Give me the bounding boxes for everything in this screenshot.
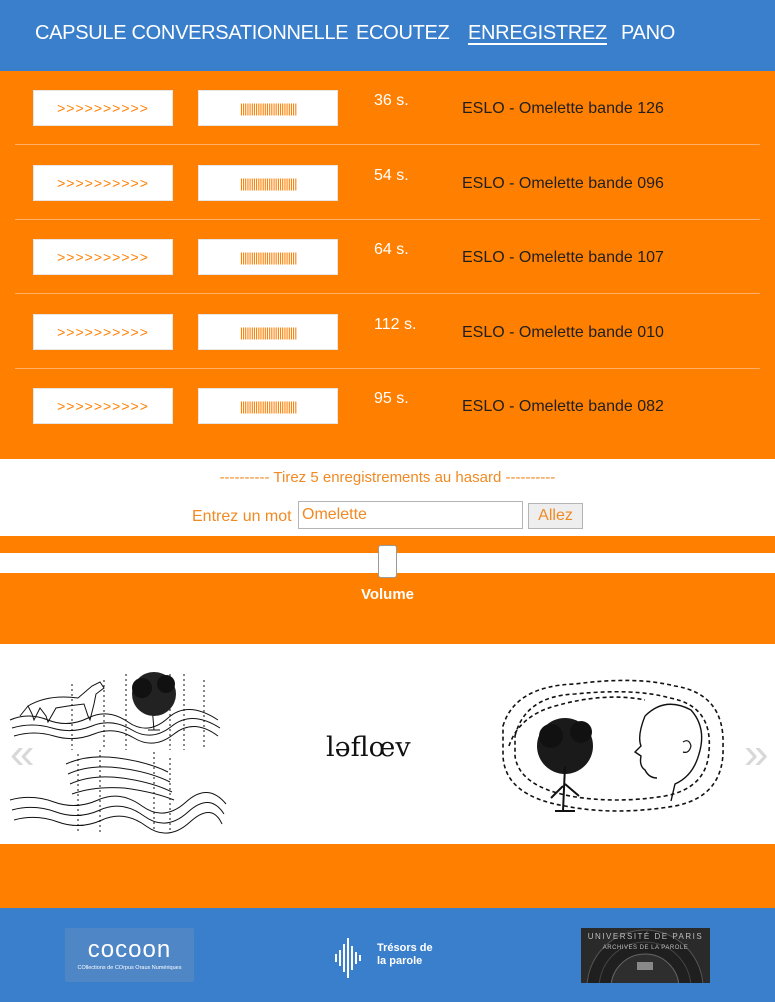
tresors-logo[interactable] (327, 930, 453, 985)
recording-duration: 95 s. (374, 390, 409, 407)
play-button[interactable]: >>>>>>>>>> (33, 239, 173, 275)
footer (0, 908, 775, 1002)
play-button[interactable]: >>>>>>>>>> (33, 388, 173, 424)
orange-spacer (0, 844, 775, 908)
image-carousel (0, 644, 775, 844)
nav-item-capsule[interactable]: CAPSULE CONVERSATIONNELLE (35, 22, 349, 44)
phonetic-transcription: ləflœv (326, 732, 411, 763)
nav-item-ecoutez[interactable]: ECOUTEZ (356, 22, 450, 44)
play-button[interactable]: >>>>>>>>>> (33, 90, 173, 126)
recording-title[interactable]: ESLO - Omelette bande 107 (462, 249, 664, 266)
recording-duration: 54 s. (374, 167, 409, 184)
cocoon-logo-subtitle: COllections de COrpus Oraux Numériques (77, 965, 182, 971)
recordings-list (0, 71, 775, 459)
nav-item-pano[interactable]: PANO (621, 22, 675, 44)
search-panel (0, 459, 775, 536)
recording-title[interactable]: ESLO - Omelette bande 126 (462, 100, 664, 117)
archives-logo[interactable] (581, 928, 710, 983)
volume-panel (0, 536, 775, 644)
waveform-button[interactable]: |||||||||||||||||||||||||| (198, 90, 338, 126)
search-button[interactable]: Allez (528, 503, 583, 529)
carousel-next-arrow[interactable]: » (744, 729, 769, 778)
carousel-prev-arrow[interactable]: « (10, 729, 35, 778)
recording-duration: 36 s. (374, 92, 409, 109)
volume-slider-thumb[interactable] (378, 545, 397, 578)
waveform-button[interactable]: |||||||||||||||||||||||||| (198, 165, 338, 201)
archives-logo-line1: UNIVERSITÉ DE PARIS (587, 932, 704, 941)
recording-title[interactable]: ESLO - Omelette bande 010 (462, 324, 664, 341)
waveform-button[interactable]: |||||||||||||||||||||||||| (198, 314, 338, 350)
recording-row (15, 146, 760, 220)
search-label: Entrez un mot (192, 508, 292, 525)
soundwave-icon (327, 930, 377, 985)
recording-row (15, 71, 760, 145)
recording-title[interactable]: ESLO - Omelette bande 082 (462, 398, 664, 415)
waveform-button[interactable]: |||||||||||||||||||||||||| (198, 239, 338, 275)
recording-row (15, 220, 760, 294)
play-button[interactable]: >>>>>>>>>> (33, 165, 173, 201)
random-draw-link[interactable]: ---------- Tirez 5 enregistrements au hasard ---------- (219, 469, 556, 486)
search-input[interactable] (298, 501, 523, 529)
cocoon-logo[interactable] (65, 928, 194, 982)
volume-label: Volume (360, 586, 415, 603)
nav-item-enregistrez[interactable]: ENREGISTREZ (468, 22, 607, 44)
recording-row (15, 369, 760, 443)
recording-duration: 64 s. (374, 241, 409, 258)
top-navbar (0, 0, 775, 71)
play-button[interactable]: >>>>>>>>>> (33, 314, 173, 350)
cocoon-logo-word: cocoon (87, 936, 172, 963)
waveform-button[interactable]: |||||||||||||||||||||||||| (198, 388, 338, 424)
horse-tree-fish-illustration (8, 654, 228, 834)
recording-duration: 112 s. (374, 316, 417, 333)
tresors-logo-text: Trésors de la parole (377, 942, 433, 967)
archives-logo-line2: ARCHIVES DE LA PAROLE (602, 945, 689, 951)
recording-title[interactable]: ESLO - Omelette bande 096 (462, 175, 664, 192)
recording-row (15, 295, 760, 369)
tree-head-illustration (495, 666, 730, 821)
